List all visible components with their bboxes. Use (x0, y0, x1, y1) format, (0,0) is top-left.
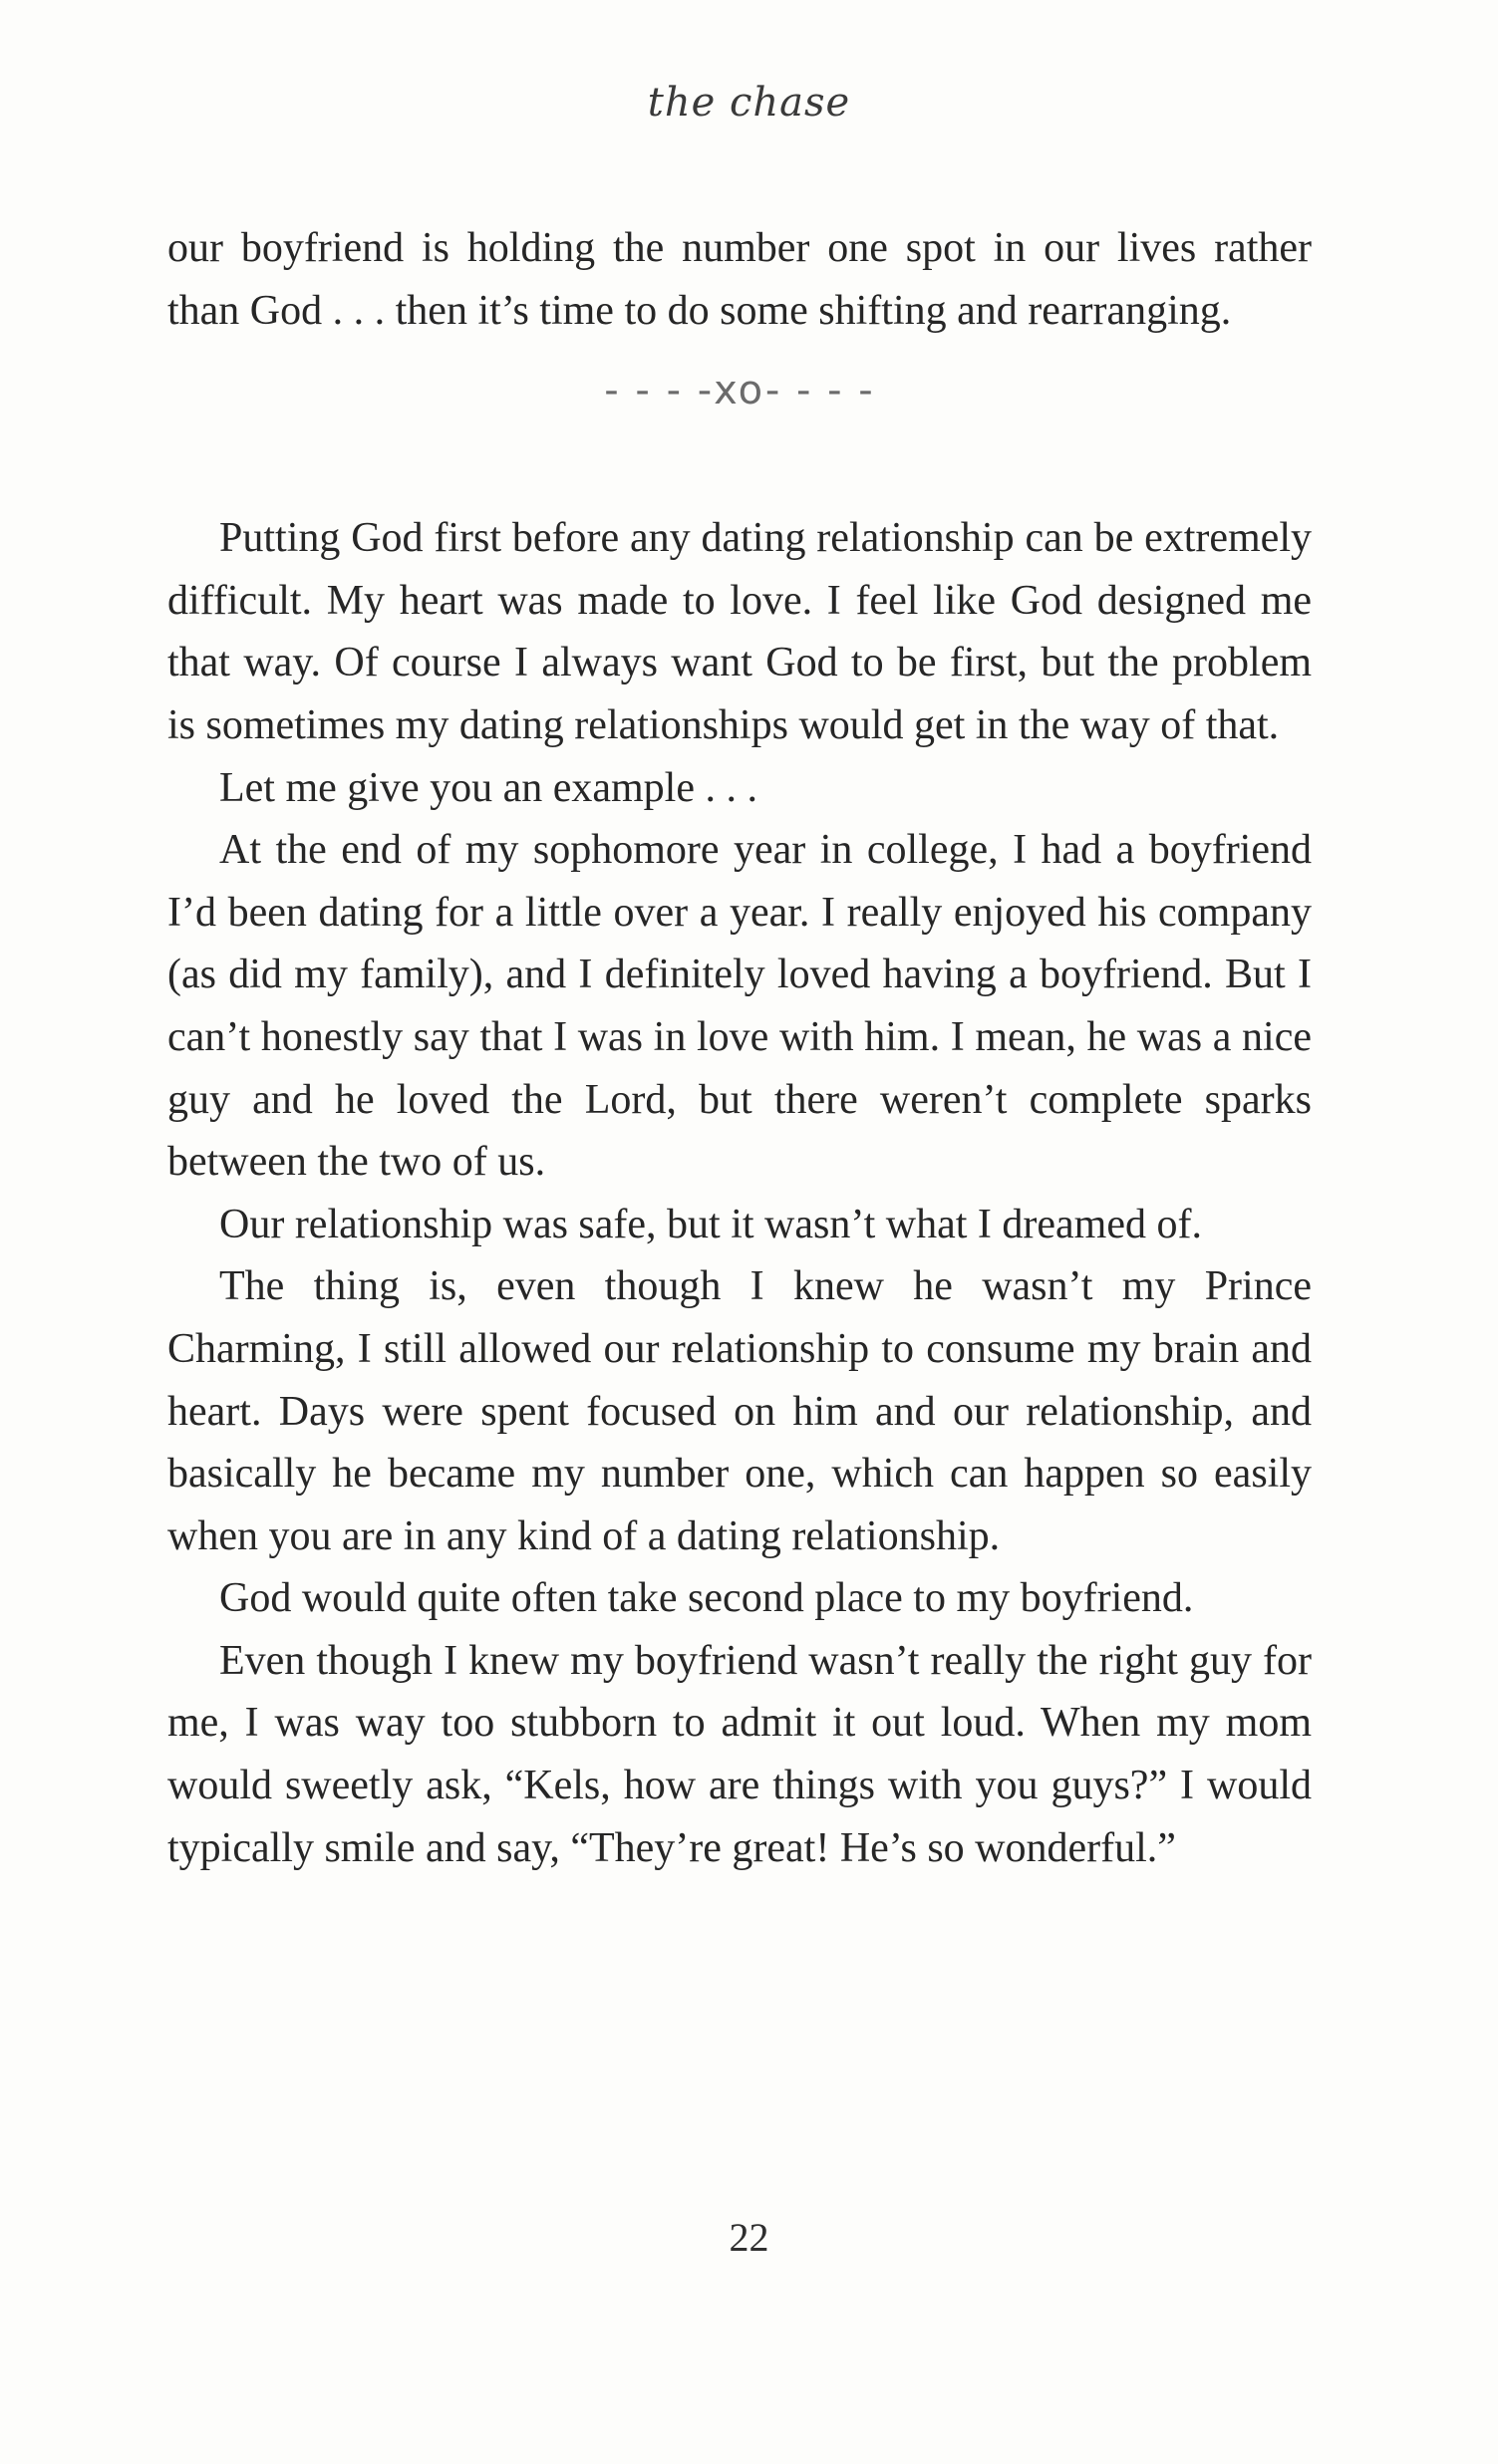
section-divider (167, 342, 1312, 507)
xo-ornament: - - - -xo- - - - (604, 368, 875, 414)
paragraph: At the end of my sophomore year in college, I had a boyfriend I’d been dating for a little over a year. I really enjoyed his company (as did my family), and I definitely loved having a boyfriend. But I can’t honestly say that I was in love with him. I mean, he was a nice guy and he loved the Lord, but there weren’t complete sparks between the two of us. (167, 827, 1312, 1186)
running-head: the chase (647, 80, 851, 126)
paragraph: Putting God first before any dating relationship can be extremely difficult. My heart was made to love. I feel like God designed me that way. Of course I always want God to be first, but the problem is sometimes my dating relationships would get in the way of that. (167, 515, 1312, 748)
paragraph: Let me give you an example . . . (219, 764, 757, 811)
paragraph: Even though I knew my boyfriend wasn’t really the right guy for me, I was way too stubborn to admit it out loud. When my mom would sweetly ask, “Kels, how are things with you guys?” I would typically smile and say, “They’re great! He’s so wonderful.” (167, 1637, 1312, 1871)
paragraph: God would quite often take second place to my boyfriend. (219, 1575, 1194, 1622)
body-text (167, 217, 1312, 1879)
paragraph-continued: our boyfriend is holding the number one spot in our lives rather than God . . . then it’s time to do some shifting and rearranging. (167, 225, 1312, 334)
paragraph: The thing is, even though I knew he wasn’t my Prince Charming, I still allowed our relationship to consume my brain and heart. Days were spent focused on him and our relationship, and basically he became my number one, which can happen so easily when you are in any kind of a dating relationship. (167, 1263, 1312, 1559)
page-number: 22 (729, 2215, 769, 2260)
paragraph: Our relationship was safe, but it wasn’t what I dreamed of. (219, 1201, 1202, 1247)
